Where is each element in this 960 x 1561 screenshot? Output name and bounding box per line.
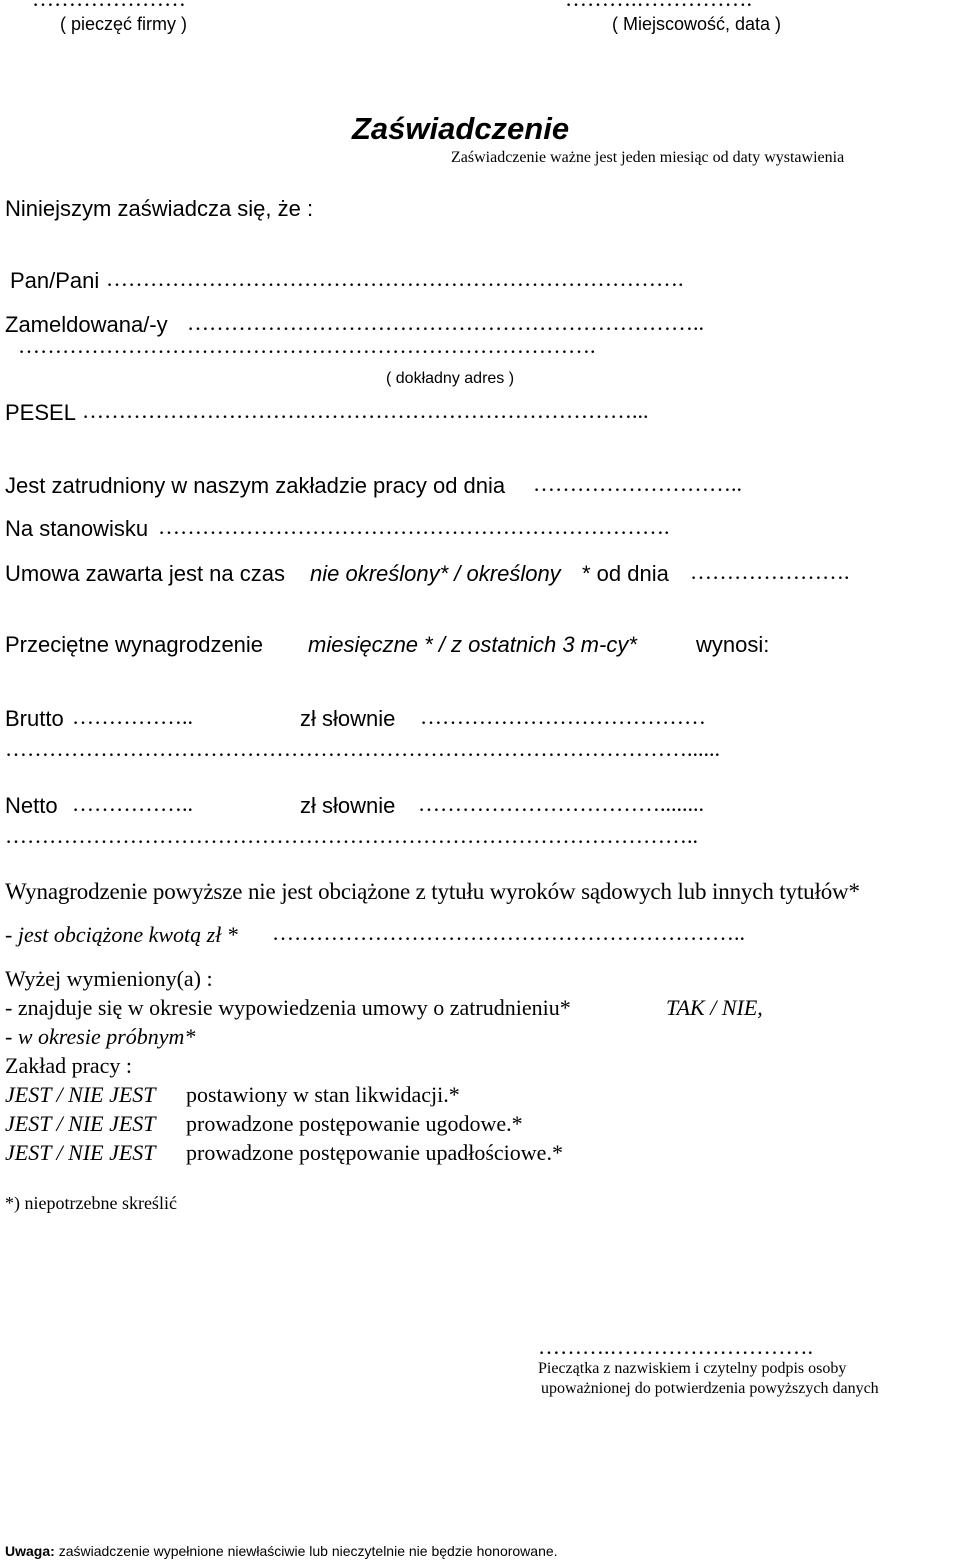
contract-from: * od dnia xyxy=(582,561,669,586)
address-hint: ( dokładny adres ) xyxy=(386,370,515,387)
liquidation-text: postawiony w stan likwidacji.* xyxy=(186,1082,460,1107)
bankruptcy-options: JEST / NIE JEST xyxy=(5,1140,156,1165)
place-date-label: ( Miejscowość, data ) xyxy=(612,14,782,34)
notice-text: - znajduje się w okresie wypowiedzenia umowy o zatrudnieniu* xyxy=(5,995,571,1020)
signature-caption-line1: Pieczątka z nazwiskiem i czytelny podpis osoby xyxy=(538,1360,847,1377)
employed-dots: ……………………….. xyxy=(533,471,742,496)
signature-dots: ……….………………………. xyxy=(538,1334,813,1359)
contract-options: nie określony* / określony xyxy=(310,561,561,586)
salary-suffix: wynosi: xyxy=(696,632,770,657)
settlement-options: JEST / NIE JEST xyxy=(5,1111,156,1136)
net-dots: …………….. xyxy=(72,791,193,816)
gross-line2: …………………………………………………………………………………...... xyxy=(5,736,720,761)
pesel-dots: …………………………………………………………………... xyxy=(82,398,649,423)
page-title: Zaświadczenie xyxy=(352,111,570,146)
name-dots: ……………………………………………………………………. xyxy=(106,266,684,291)
position-label: Na stanowisku xyxy=(5,516,149,541)
company-stamp-dots xyxy=(32,0,186,10)
warning-text: zaświadczenie wypełnione niewłaściwie lub nieczytelnie nie będzie honorowane. xyxy=(58,1543,558,1559)
settlement-text: prowadzone postępowanie ugodowe.* xyxy=(186,1111,523,1136)
gross-dots: …………….. xyxy=(72,704,193,729)
net-line2: ………………………………………………………………………………….. xyxy=(5,823,698,848)
intro-text: Niniejszym zaświadcza się, że : xyxy=(5,196,314,221)
salary-options: miesięczne * / z ostatnich 3 m-cy* xyxy=(308,632,637,657)
probation-text: - w okresie próbnym* xyxy=(5,1024,196,1049)
net-words-label: zł słownie xyxy=(300,793,396,818)
deductions-dots: ……………………………………………………….. xyxy=(272,920,745,945)
contract-label: Umowa zawarta jest na czas xyxy=(5,561,285,586)
status-heading: Wyżej wymieniony(a) : xyxy=(5,966,213,991)
address-label: Zameldowana/-y xyxy=(5,312,168,337)
position-dots: ……………………………………………………………. xyxy=(158,514,670,539)
pesel-label: PESEL xyxy=(5,400,76,425)
notice-options: TAK / NIE, xyxy=(666,995,763,1020)
net-words-dots: ……………………………........ xyxy=(418,791,704,816)
address-line2: ……………………………………………………………………. xyxy=(18,333,596,358)
place-date-dots xyxy=(565,0,752,10)
warning-note xyxy=(5,1544,558,1558)
validity-note: Zaświadczenie ważne jest jeden miesiąc od daty wystawienia xyxy=(451,149,845,166)
net-label: Netto xyxy=(5,793,58,818)
gross-words-dots: ………………………………… xyxy=(420,704,706,729)
workplace-label: Zakład pracy : xyxy=(5,1053,133,1078)
signature-caption-line2: upoważnionej do potwierdzenia powyższych danych xyxy=(541,1380,879,1397)
liquidation-options: JEST / NIE JEST xyxy=(5,1082,156,1107)
contract-dots: …………………. xyxy=(690,559,850,584)
deductions-text: Wynagrodzenie powyższe nie jest obciążone z tytułu wyroków sądowych lub innych tytułów* xyxy=(5,879,860,904)
bankruptcy-text: prowadzone postępowanie upadłościowe.* xyxy=(186,1140,563,1165)
salary-label: Przeciętne wynagrodzenie xyxy=(5,632,264,657)
footnote: *) niepotrzebne skreślić xyxy=(5,1193,177,1213)
warning-label: Uwaga: xyxy=(5,1543,55,1559)
address-dots: …………………………………………………………….. xyxy=(187,310,704,335)
gross-label: Brutto xyxy=(5,706,64,731)
employed-label: Jest zatrudniony w naszym zakładzie pracy od dnia xyxy=(5,473,506,498)
company-stamp-label: ( pieczęć firmy ) xyxy=(60,14,188,34)
gross-words-label: zł słownie xyxy=(300,706,396,731)
deductions-amount: - jest obciążone kwotą zł * xyxy=(5,922,238,947)
name-label: Pan/Pani xyxy=(10,268,100,293)
